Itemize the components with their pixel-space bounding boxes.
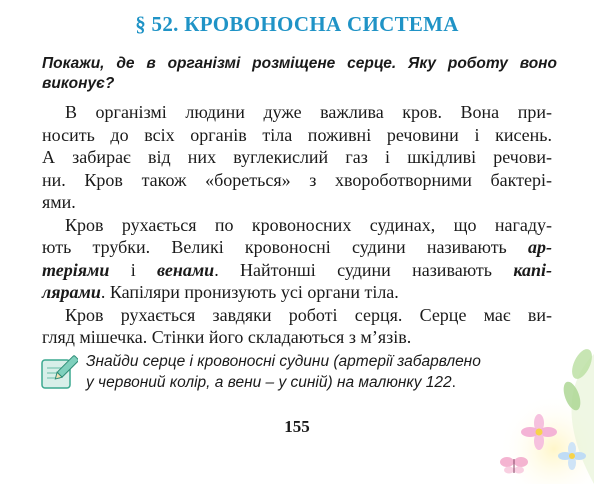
text-run: ють трубки. Великі кровоносні судини називають bbox=[42, 237, 528, 257]
pencil-notebook-icon bbox=[40, 354, 78, 392]
term-veins: венами bbox=[157, 259, 215, 280]
text-run: . Найтонші судини називають bbox=[214, 259, 514, 280]
body-line: носить до всіх органів тіла поживні речовини і кисень. bbox=[42, 124, 552, 145]
body-line bbox=[42, 236, 552, 259]
flowers-butterfly-decoration bbox=[444, 334, 594, 484]
task-line: Знайди серце і кровоносні судини (артерії забарвлено bbox=[86, 353, 481, 370]
text-run: . Капіляри пронизують усі органи тіла. bbox=[100, 282, 399, 302]
body-line: гляд мішечка. Стінки його складаються з м’язів. bbox=[42, 327, 412, 347]
body-line bbox=[42, 259, 552, 282]
term-arteries: ар- bbox=[528, 237, 552, 257]
body-line: Кров рухається завдяки роботі серця. Серце має ви- bbox=[65, 304, 552, 325]
body-text bbox=[42, 101, 552, 349]
term-capillaries: капі- bbox=[513, 259, 552, 280]
body-line: Кров рухається по кровоносних судинах, що нагаду- bbox=[65, 214, 552, 235]
body-line: ями. bbox=[42, 192, 76, 212]
body-line: ни. Кров також «бореться» з хвороботворними бактері- bbox=[42, 169, 552, 190]
text-run: і bbox=[109, 259, 158, 280]
text-run: . bbox=[451, 374, 456, 391]
body-line bbox=[42, 281, 552, 304]
section-title: § 52. КРОВОНОСНА СИСТЕМА bbox=[135, 12, 459, 36]
body-line: В організмі людини дуже важлива кров. Вона при- bbox=[65, 102, 552, 122]
page-number: 155 bbox=[284, 417, 310, 436]
term-arteries: теріями bbox=[42, 259, 110, 280]
body-line: А забирає від них вуглекислий газ і шкідливі речови- bbox=[42, 147, 552, 167]
text-run: у червоний колір, а вени – у синій) на малюнку 122 bbox=[86, 374, 452, 391]
intro-question: Покажи, де в організмі розміщене серце. Яку роботу воно виконує? bbox=[42, 55, 557, 92]
term-capillaries: лярами bbox=[42, 282, 101, 302]
